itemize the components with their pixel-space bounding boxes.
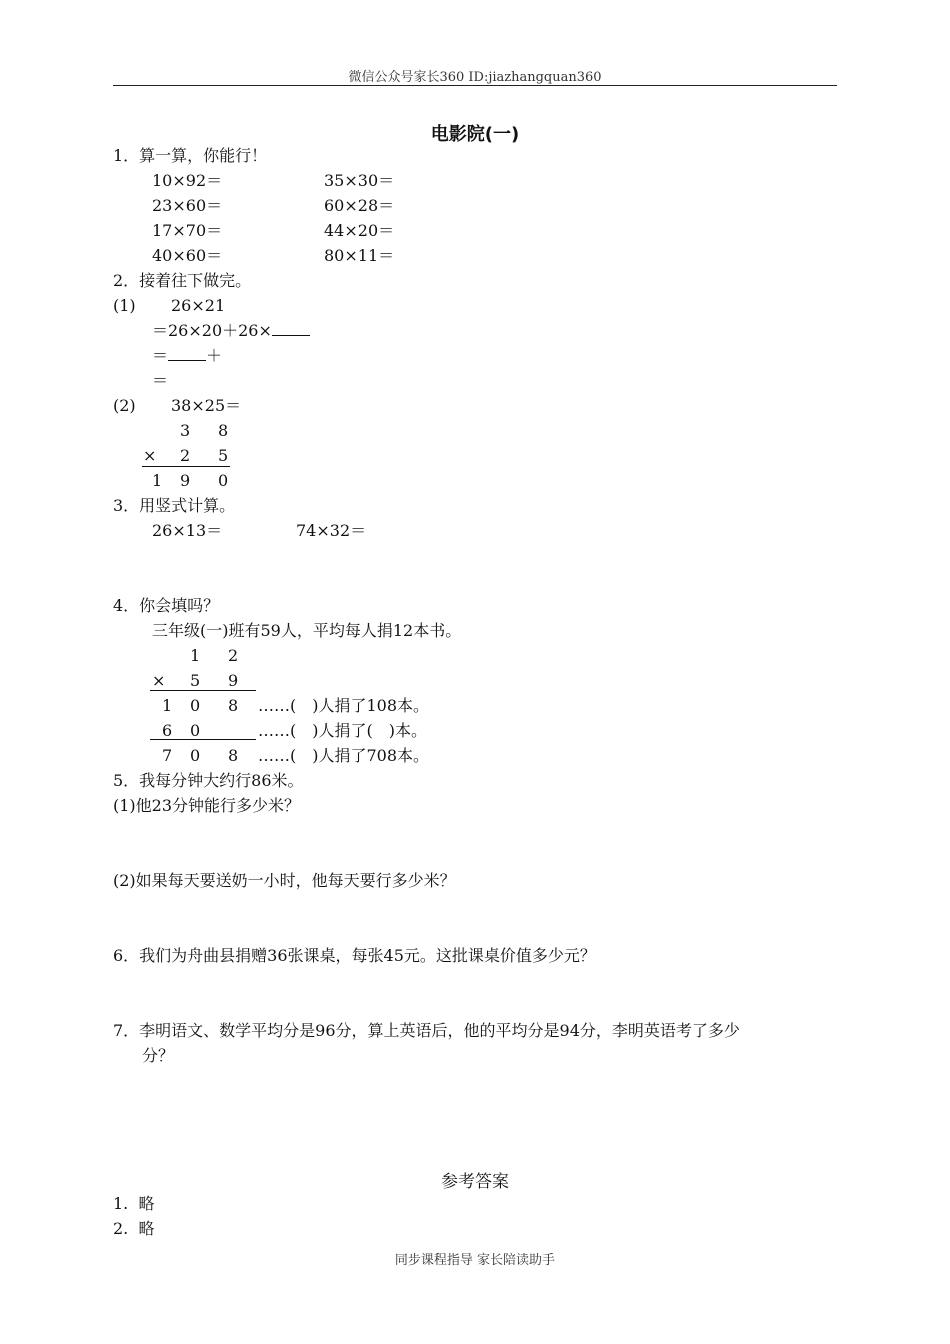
q2-part1-expr: 26×21 bbox=[171, 296, 226, 315]
q2-vertical-digit: 0 bbox=[218, 471, 229, 490]
q4-problem: 三年级(一)班有59人，平均每人捐12本书。 bbox=[152, 621, 462, 640]
q5-heading: 5．我每分钟大约行86米。 bbox=[113, 771, 304, 790]
q4-vertical-digit: 5 bbox=[190, 671, 201, 690]
q1-left-1: 10×92＝ bbox=[152, 171, 223, 190]
q2-vertical-digit: 1 bbox=[152, 471, 163, 490]
page-title: 电影院(一) bbox=[430, 124, 520, 145]
answer-blank[interactable] bbox=[272, 321, 310, 336]
q2-part1-label: (1) bbox=[113, 296, 136, 315]
q4-vertical-digit: 2 bbox=[228, 646, 239, 665]
q2-vertical-rule bbox=[142, 466, 230, 467]
q1-right-1: 35×30＝ bbox=[324, 171, 395, 190]
q1-right-3: 44×20＝ bbox=[324, 221, 395, 240]
q3-heading: 3．用竖式计算。 bbox=[113, 496, 236, 515]
q4-row5-note: ……( )人捐了708本。 bbox=[258, 746, 430, 765]
q3-expr-a: 26×13＝ bbox=[152, 521, 223, 540]
q4-vertical-digit: 8 bbox=[228, 746, 239, 765]
q2-part2-label: (2) bbox=[113, 396, 136, 415]
q1-heading: 1．算一算，你能行！ bbox=[113, 146, 268, 165]
q4-heading: 4．你会填吗？ bbox=[113, 596, 220, 615]
q2-part1-line2 bbox=[152, 346, 222, 366]
q4-vertical-digit: 0 bbox=[190, 696, 201, 715]
q4-vertical-digit: 0 bbox=[190, 746, 201, 765]
answer-1: 1. 略 bbox=[113, 1194, 155, 1213]
q2-vertical-digit: 2 bbox=[180, 446, 191, 465]
q7-line1: 7．李明语文、数学平均分是96分，算上英语后，他的平均分是94分，李明英语考了多少 bbox=[113, 1021, 740, 1040]
answers-title: 参考答案 bbox=[441, 1172, 509, 1192]
q4-vertical-digit: 6 bbox=[162, 721, 173, 740]
answer-blank[interactable] bbox=[168, 346, 206, 361]
q2-vertical-digit: 3 bbox=[180, 421, 191, 440]
q3-expr-b: 74×32＝ bbox=[296, 521, 367, 540]
q4-vertical-digit: 1 bbox=[190, 646, 201, 665]
q1-left-3: 17×70＝ bbox=[152, 221, 223, 240]
q4-vertical-times: × bbox=[152, 671, 166, 690]
page-footer: 同步课程指导 家长陪读助手 bbox=[394, 1253, 556, 1268]
q7-line2: 分？ bbox=[142, 1046, 175, 1065]
q2-vertical-digit: 5 bbox=[218, 446, 229, 465]
q2-vertical-times: × bbox=[143, 446, 157, 465]
page-header: 微信公众号家长360 ID:jiazhangquan360 bbox=[348, 70, 602, 85]
q4-row4-note: ……( )人捐了( )本。 bbox=[258, 721, 427, 740]
q2-part1-line1 bbox=[152, 321, 310, 341]
q2-part1-line3: ＝ bbox=[152, 371, 169, 390]
q4-vertical-digit: 7 bbox=[162, 746, 173, 765]
q6-text: 6．我们为舟曲县捐赠36张课桌，每张45元。这批课桌价值多少元？ bbox=[113, 946, 596, 965]
q2-part1-line1-text: ＝26×20＋26× bbox=[152, 321, 272, 340]
q4-vertical-digit: 8 bbox=[228, 696, 239, 715]
q2-vertical-digit: 8 bbox=[218, 421, 229, 440]
q4-vertical-rule bbox=[150, 690, 256, 691]
q2-vertical-digit: 9 bbox=[180, 471, 191, 490]
q2-heading: 2．接着往下做完。 bbox=[113, 271, 252, 290]
q2-part1-line2-suffix: ＋ bbox=[206, 346, 223, 365]
answer-2: 2. 略 bbox=[113, 1219, 155, 1238]
q5-part2: (2)如果每天要送奶一小时，他每天要行多少米？ bbox=[113, 871, 456, 890]
q4-vertical-digit: 1 bbox=[162, 696, 173, 715]
q2-part2-expr: 38×25＝ bbox=[171, 396, 242, 415]
q4-vertical-digit: 0 bbox=[190, 721, 201, 740]
q4-vertical-rule bbox=[150, 739, 256, 740]
q4-vertical-digit: 9 bbox=[228, 671, 239, 690]
q1-right-2: 60×28＝ bbox=[324, 196, 395, 215]
q4-row3-note: ……( )人捐了108本。 bbox=[258, 696, 430, 715]
q1-right-4: 80×11＝ bbox=[324, 246, 395, 265]
q5-part1: (1)他23分钟能行多少米？ bbox=[113, 796, 301, 815]
q1-left-4: 40×60＝ bbox=[152, 246, 223, 265]
q1-left-2: 23×60＝ bbox=[152, 196, 223, 215]
header-divider bbox=[113, 85, 837, 86]
q2-part1-line2-prefix: ＝ bbox=[152, 346, 169, 365]
